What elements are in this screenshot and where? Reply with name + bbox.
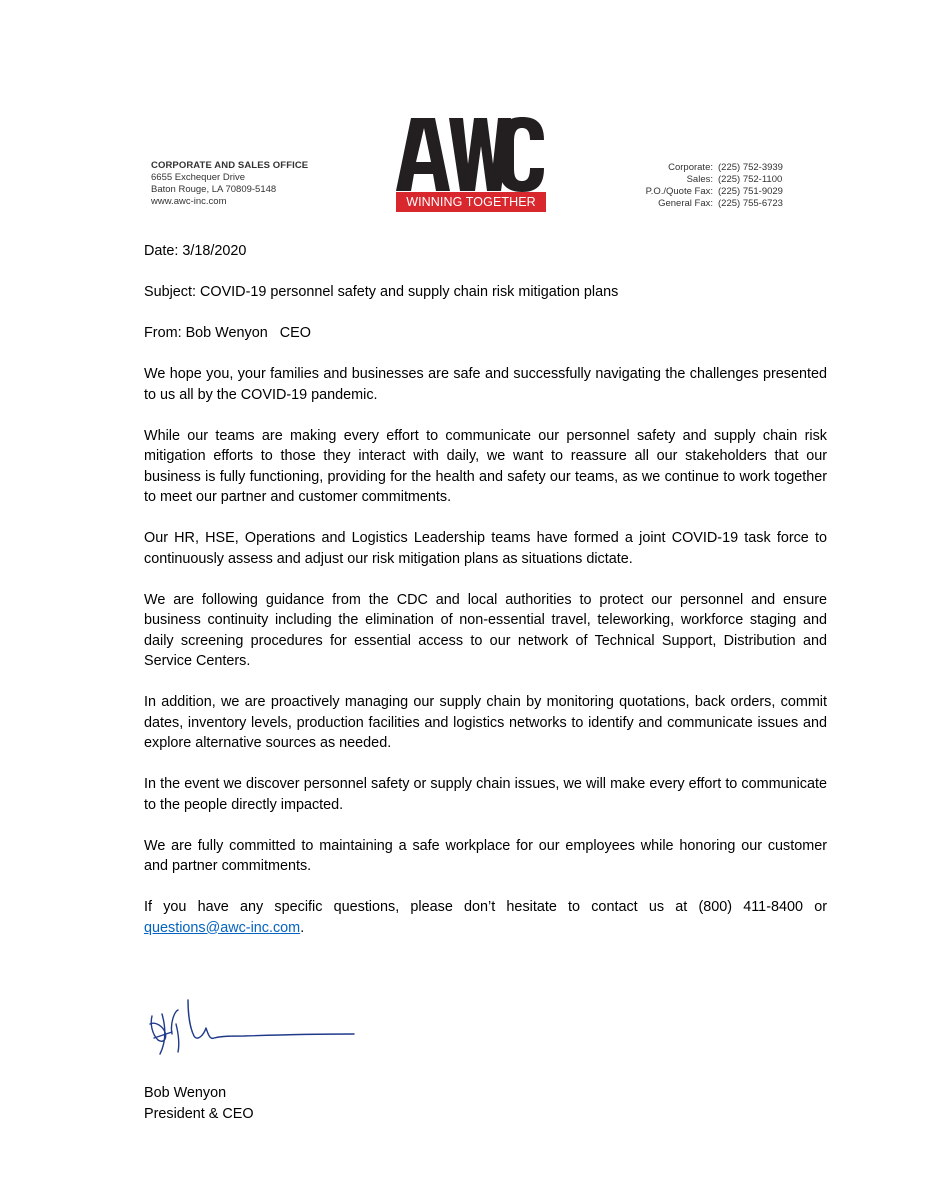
- letter-paragraph: We are fully committed to maintaining a safe workplace for our employees while honoring our customer and partner commitments.: [144, 837, 827, 874]
- email-link[interactable]: questions@awc-inc.com: [144, 919, 301, 936]
- letter-paragraph: We hope you, your families and businesses are safe and successfully navigating the challenges presented to us all by the COVID-19 pandemic.: [144, 366, 827, 403]
- letter-date: Date: 3/18/2020: [144, 243, 247, 259]
- contact-value: (225) 751-9029: [718, 186, 783, 197]
- contact-numbers: [646, 162, 790, 210]
- letter-paragraph: While our teams are making every effort to communicate our personnel safety and supply chain risk mitigation efforts to those they interact with daily, we want to reassure all our stakeholders that our business is fully functioning, providing for the health and safety our teams, as we continue to work together to meet our partner and customer commitments.: [144, 427, 827, 505]
- signer-name: Bob Wenyon: [144, 1085, 227, 1101]
- office-address: [151, 160, 308, 208]
- signer-title: President & CEO: [144, 1105, 254, 1122]
- contact-label: P.O./Quote Fax:: [645, 186, 713, 197]
- letter-paragraph: In addition, we are proactively managing our supply chain by monitoring quotations, back orders, commit dates, inventory levels, production facilities and logistics networks to identify and communicate issues and explore alternative sources as needed.: [144, 694, 827, 751]
- letter-subject: Subject: COVID-19 personnel safety and supply chain risk mitigation plans: [144, 284, 619, 300]
- signoff-block: [144, 1083, 254, 1124]
- contact-label: General Fax:: [658, 198, 713, 209]
- letter-paragraph: We are following guidance from the CDC and local authorities to protect our personnel and ensure business continuity including the elimination of non-essential travel, teleworking, workforce staging and daily screening procedures for essential access to our network of Technical Support, Distribution and Service Centers.: [144, 591, 827, 669]
- closing-period: .: [300, 919, 305, 936]
- handwritten-signature: [144, 994, 359, 1060]
- contact-value: (225) 752-3939: [718, 162, 783, 173]
- letter-body: [144, 241, 827, 959]
- contact-row: [646, 186, 790, 198]
- closing-text: If you have any specific questions, please don’t hesitate to contact us at (800) 411-8400 or: [144, 899, 827, 915]
- contact-label: Corporate:: [668, 162, 713, 173]
- office-title: CORPORATE AND SALES OFFICE: [151, 160, 309, 171]
- office-city: Baton Rouge, LA 70809-5148: [151, 184, 277, 195]
- contact-value: (225) 755-6723: [718, 198, 783, 209]
- office-street: 6655 Exchequer Drive: [151, 172, 245, 183]
- contact-label: Sales:: [686, 174, 713, 185]
- letter-paragraph: In the event we discover personnel safety or supply chain issues, we will make every effort to communicate to the people directly impacted.: [144, 776, 827, 813]
- office-website: www.awc-inc.com: [151, 196, 227, 207]
- letter-paragraph: Our HR, HSE, Operations and Logistics Leadership teams have formed a joint COVID-19 task force to continuously assess and adjust our risk mitigation plans as situations dictate.: [144, 530, 827, 567]
- contact-row: [646, 174, 790, 186]
- logo-tagline: WINNING TOGETHER: [396, 192, 546, 212]
- letter-from: From: Bob Wenyon CEO: [144, 325, 311, 341]
- contact-row: [646, 198, 790, 210]
- awc-logo-mark: [394, 116, 546, 192]
- letter-closing: [144, 897, 827, 938]
- contact-value: (225) 752-1100: [718, 174, 783, 185]
- contact-row: [646, 162, 790, 174]
